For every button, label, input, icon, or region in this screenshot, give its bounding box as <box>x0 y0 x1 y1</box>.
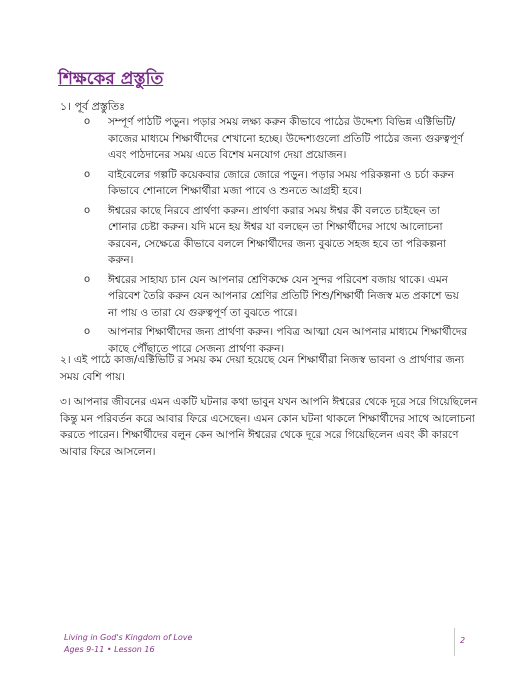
list-item-text: ঈশ্বরের কাছে নিরবে প্রার্থণা করুন। প্রার্থণা করার সময় ঈশ্বর কী বলতে চাইছেন তা শোনার চেষ্টা করুন। যদি মনে হয় ঈশ্বর যা বলছেন তা শিক্ষার্থীদের সাথে আলোচনা করবেন, সেক্ষেত্রে কীভাবে বললে শিক্ষার্থীদের জন্য বুঝতে সহজ হবে তা পরিকল্পনা করুন। <box>108 204 447 266</box>
list-item-text: আপনার শিক্ষার্থীদের জন্য প্রার্থণা করুন। পবিত্র আত্মা যেন আপনার মাধ্যমে শিক্ষার্থীদের কাছে পৌঁছাতে পারে সেজন্য প্রার্থণা করুন। <box>108 326 468 355</box>
circle-bullet-icon: o <box>84 168 91 180</box>
footer <box>64 632 192 656</box>
circle-bullet-icon: o <box>84 116 91 127</box>
page-heading: শিক্ষকের প্রস্তুতি <box>58 69 164 89</box>
page-number: 2 <box>460 636 466 645</box>
circle-bullet-icon: o <box>84 204 91 216</box>
list-item-text: সম্পূর্ণ পাঠটি পড়ুন। পড়ার সময় লক্ষ্য করুন কীভাবে পাঠের উদ্দেশ্য বিভিন্ন এক্টিভিটি/কাজের মাধ্যমে শিক্ষার্থীদের শেখানো হচ্ছে। উদ্দেশ্যগুলো প্রতিটি পাঠের জন্য গুরুত্বপূর্ণ এবং পাঠদানের সময় এতে বিশেষ মনযোগ দেয়া প্রয়োজন। <box>108 116 464 161</box>
list-item <box>84 114 468 164</box>
paragraph-3: ৩। আপনার জীবনের এমন একটি ঘটনার কথা ভাবুন যখন আপনি ঈশ্বরের থেকে দূরে সরে গিয়েছিলেন কিন্তু মন পরিবর্তন করে আবার ফিরে এসেছেন। এমন কোন ঘটনা থাকলে শিক্ষার্থীদের সাথে আলোচনা করতে পারেন। শিক্ষার্থীদের বলুন কেন আপনি ঈশ্বরের থেকে দূরে সরে গিয়েছিলেন এবং কী কারণে আবার ফিরে আসলেন। <box>60 396 478 458</box>
list-item <box>84 272 468 322</box>
preparation-list <box>84 114 468 360</box>
footer-divider <box>454 628 455 656</box>
circle-bullet-icon: o <box>84 326 91 337</box>
circle-bullet-icon: o <box>84 273 91 285</box>
footer-lesson-info: Ages 9-11 • Lesson 16 <box>64 645 155 654</box>
paragraph-2: ২। এই পাঠে কাজ/এক্টিভিটি র সময় কম দেয়া হয়েছে যেন শিক্ষার্থীরা নিজস্ব ভাবনা ও প্রার্থণার জন্য সময় বেশি পায়। <box>60 354 465 383</box>
section-1-label: ১। পূর্ব প্রস্তুতিঃ <box>60 100 126 113</box>
list-item-text: বাইবেলের গল্পটি কয়েকবার জোরে জোরে পড়ুন। পড়ার সময় পরিকল্পনা ও চর্চা করুন কিভাবে শোনালে শিক্ষার্থীরা মজা পাবে ও শুনতে আগ্রহী হবে। <box>108 168 455 197</box>
list-item <box>84 167 468 200</box>
list-item-text: ঈশ্বরের সাহায্য চান যেন আপনার শ্রেণিকক্ষে যেন সুন্দর পরিবেশ বজায় থাকে। এমন পরিবেশ তৈরি করুন যেন আপনার শ্রেণির প্রতিটি শিশু/শিক্ষার্থী নিজস্ব মত প্রকাশে ভয় না পায় ও তারা যে গুরুত্বপূর্ণ তা বুঝতে পারে। <box>108 273 459 319</box>
list-item <box>84 203 468 269</box>
footer-title: Living in God's Kingdom of Love <box>64 633 193 642</box>
